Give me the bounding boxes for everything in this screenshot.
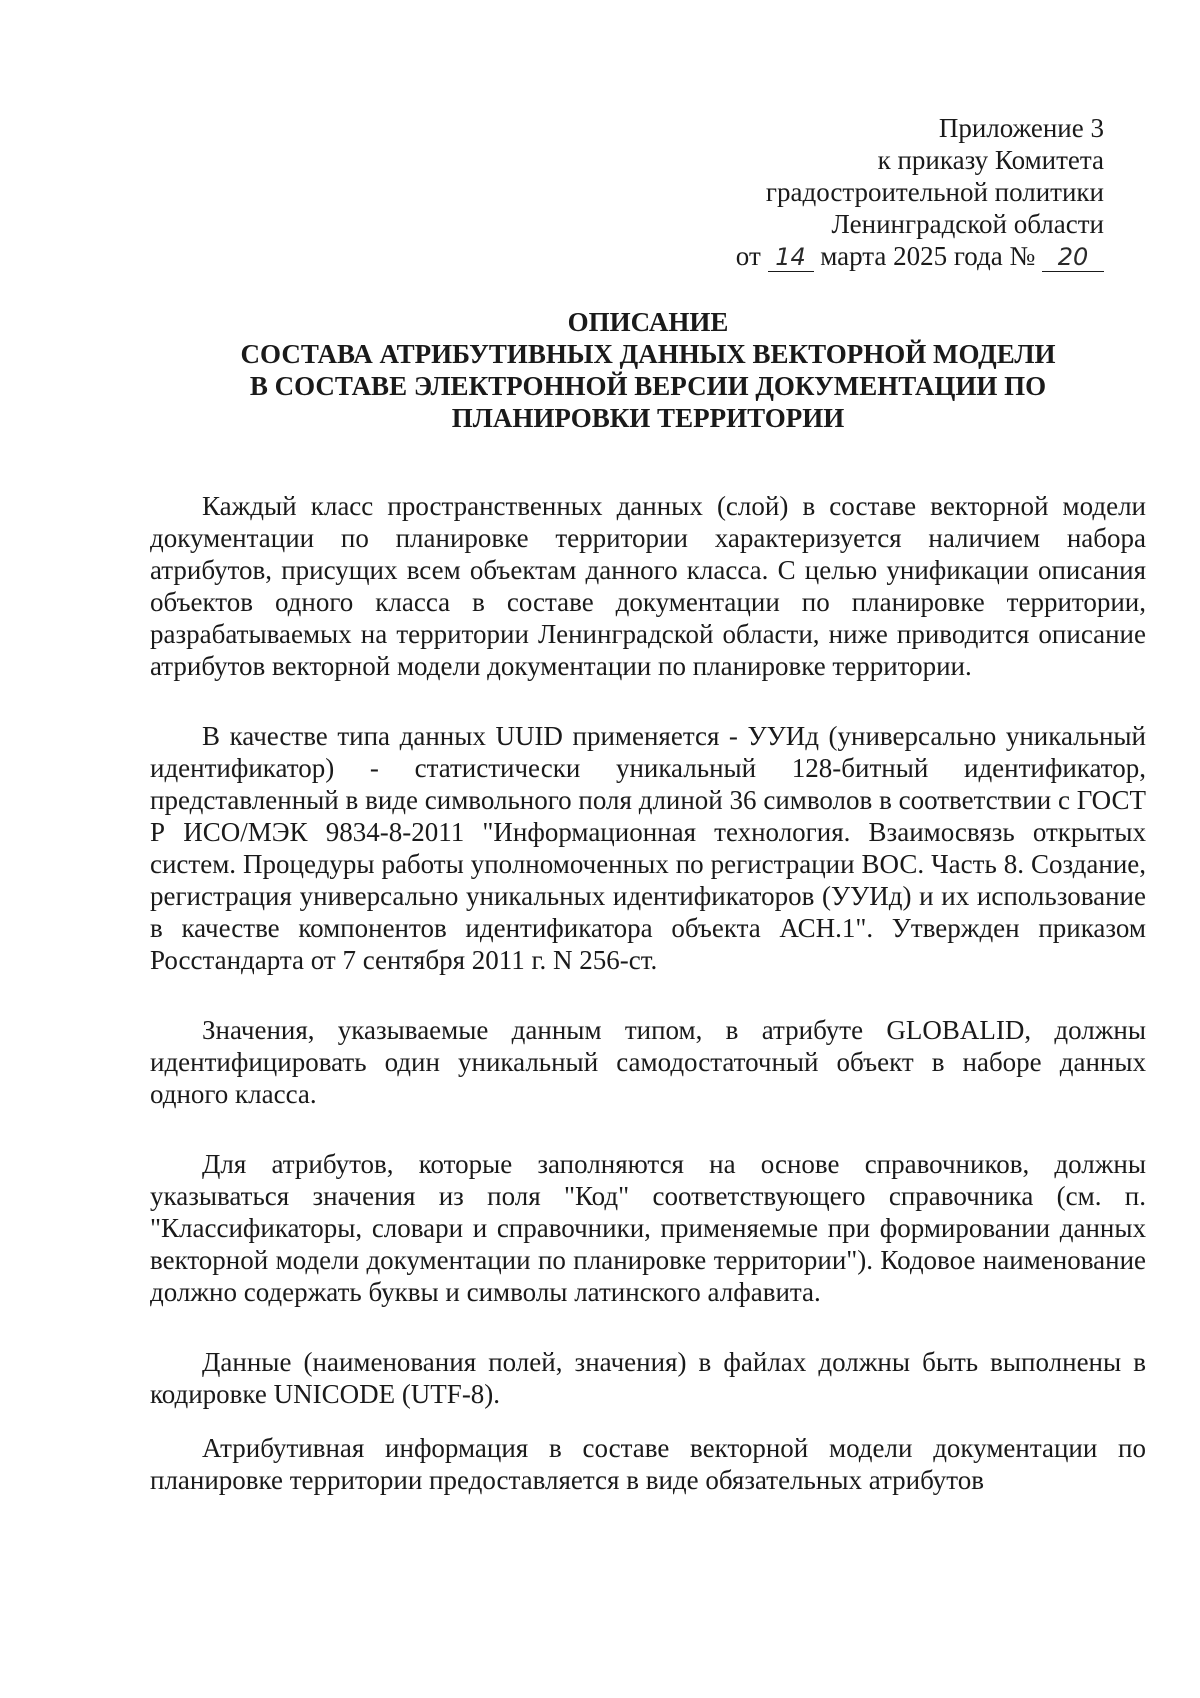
appendix-committee: градостроительной политики [765, 177, 1104, 207]
appendix-region: Ленинградской области [831, 209, 1104, 239]
paragraph-encoding: Данные (наименования полей, значения) в файлах должны быть выполнены в кодировке UNICODE (UTF-8). [150, 1347, 1146, 1409]
handwritten-day: 14 [768, 243, 814, 272]
appendix-date-line [584, 240, 1104, 272]
paragraph-globalid: Значения, указываемые данным типом, в атрибуте GLOBALID, должны идентифицировать один уникальный самодостаточный объект в наборе данных одного класса. [150, 1015, 1146, 1109]
title-line-3: В СОСТАВЕ ЭЛЕКТРОННОЙ ВЕРСИИ ДОКУМЕНТАЦИИ ПО [249, 371, 1047, 401]
appendix-number: Приложение 3 [938, 113, 1104, 143]
paragraph-uuid: В качестве типа данных UUID применяется - УУИд (универсально уникальный идентификатор) - статистически уникальный 128-битный идентификатор, представленный в виде символьного поля длиной 36 символов в соответствии с ГОСТ Р ИСО/МЭК 9834-8-2011 "Информационная технология. Взаимосвязь открытых систем. Процедуры работы уполномоченных по регистрации ВОС. Часть 8. Создание, регистрация универсально уникальных идентификаторов (УУИд) и их использование в качестве компонентов идентификатора объекта АСН.1". Утвержден приказом Росстандарта от 7 сентября 2011 г. N 256-ст. [150, 721, 1146, 975]
document-body [150, 490, 1146, 1534]
paragraph-spatial-classes: Каждый класс пространственных данных (слой) в составе векторной модели документации по планировке территории характеризуется наличием набора атрибутов, присущих всем объектам данного класса. С целью унификации описания объектов одного класса в составе документации по планировке территории, разрабатываемых на территории Ленинградской области, ниже приводится описание атрибутов векторной модели документации по планировке территории. [150, 491, 1146, 681]
date-rest: марта 2025 года № [820, 241, 1036, 271]
handwritten-order-number: 20 [1042, 243, 1104, 272]
paragraph-attributes: Атрибутивная информация в составе векторной модели документации по планировке территории предоставляется в виде обязательных атрибутов [150, 1433, 1146, 1495]
date-prefix: от [735, 241, 761, 271]
appendix-header [584, 112, 1104, 272]
title-line-2: СОСТАВА АТРИБУТИВНЫХ ДАННЫХ ВЕКТОРНОЙ МОДЕЛИ [240, 339, 1056, 369]
title-line-4: ПЛАНИРОВКИ ТЕРРИТОРИИ [451, 403, 845, 433]
paragraph-reference-codes: Для атрибутов, которые заполняются на основе справочников, должны указываться значения из поля "Код" соответствующего справочника (см. п. "Классификаторы, словари и справочники, применяемые при формировании данных векторной модели документации по планировке территории"). Кодовое наименование должно содержать буквы и символы латинского алфавита. [150, 1149, 1146, 1307]
title-line-1: ОПИСАНИЕ [567, 307, 729, 337]
appendix-order-ref: к приказу Комитета [877, 145, 1104, 175]
document-title [150, 306, 1146, 434]
